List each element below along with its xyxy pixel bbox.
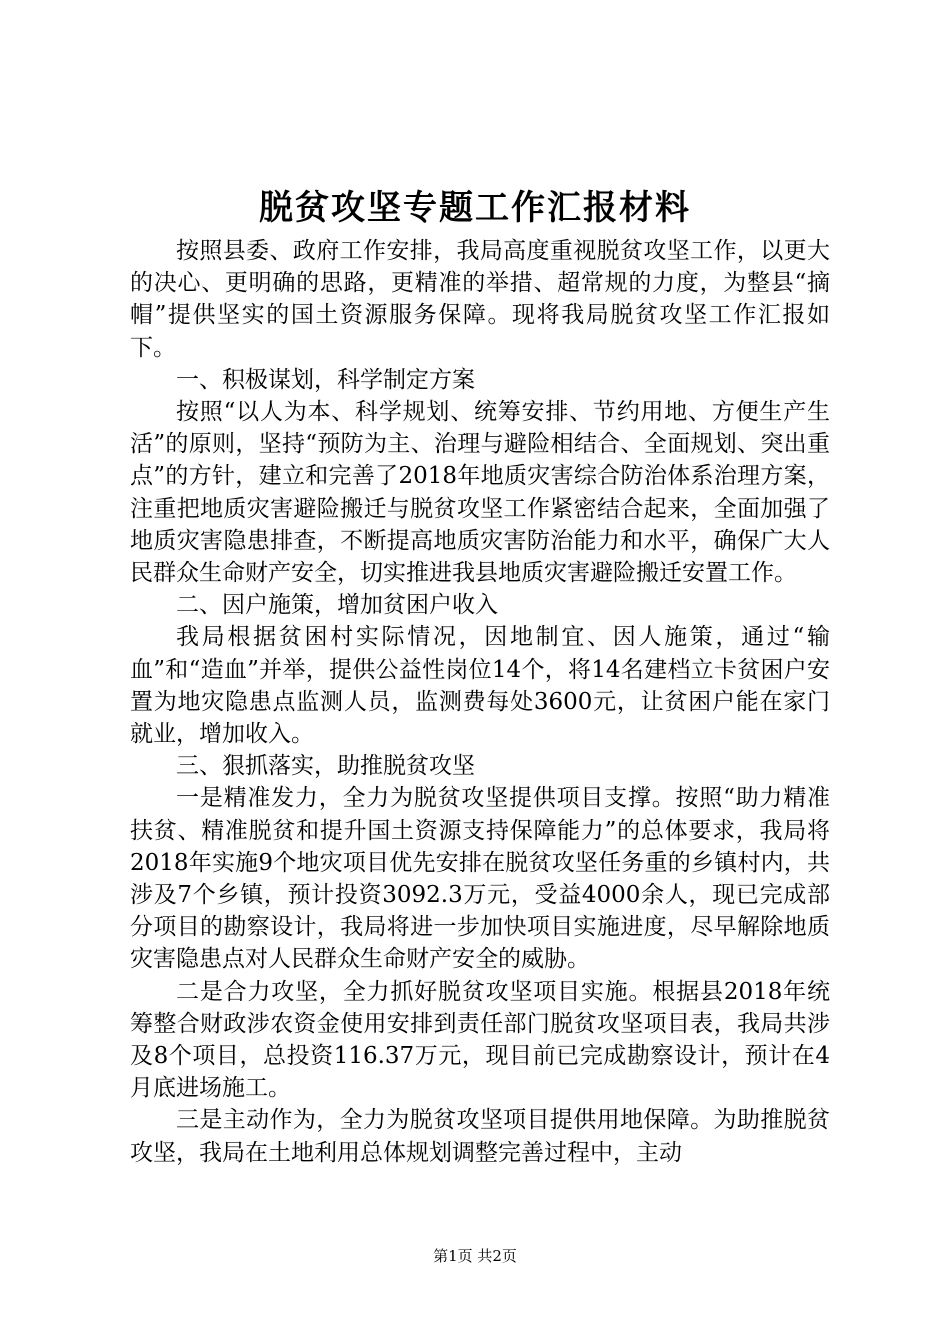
paragraph-intro: 按照县委、政府工作安排，我局高度重视脱贫攻坚工作，以更大的决心、更明确的思路，更精准的举措、超常规的力度，为整县“摘帽”提供坚实的国土资源服务保障。现将我局脱贫攻坚工作汇报如下。 — [130, 238, 830, 361]
section-heading-2: 二、因户施策，增加贫困户收入 — [176, 592, 498, 619]
paragraph-item-2: 二是合力攻坚，全力抓好脱贫攻坚项目实施。根据县2018年统筹整合财政涉农资金使用安排到责任部门脱贫攻坚项目表，我局共涉及8个项目，总投资116.37万元，现目前已完成勘察设计，预计在4月底进场施工。 — [130, 978, 830, 1102]
paragraph-item-3: 三是主动作为，全力为脱贫攻坚项目提供用地保障。为助推脱贫攻坚，我局在土地利用总体规划调整完善过程中，主动 — [130, 1107, 830, 1166]
paragraph-item-1: 一是精准发力，全力为脱贫攻坚提供项目支撑。按照“助力精准扶贫、精准脱贫和提升国土资源支持保障能力”的总体要求，我局将2018年实施9个地灾项目优先安排在脱贫攻坚任务重的乡镇村内，共涉及7个乡镇，预计投资3092.3万元，受益4000余人，现已完成部分项目的勘察设计，我局将进一步加快项目实施进度，尽早解除地质灾害隐患点对人民群众生命财产安全的威胁。 — [130, 785, 830, 973]
paragraph-section-2: 我局根据贫困村实际情况，因地制宜、因人施策，通过“输血”和“造血”并举，提供公益性岗位14个，将14名建档立卡贫困户安置为地灾隐患点监测人员，监测费每处3600元，让贫困户能在家门就业，增加收入。 — [130, 624, 830, 748]
document-title: 脱贫攻坚专题工作汇报材料 — [259, 188, 691, 228]
section-heading-1: 一、积极谋划，科学制定方案 — [176, 366, 475, 393]
page-footer: 第1页 共2页 — [433, 1247, 517, 1265]
document-body — [130, 235, 830, 1169]
paragraph-section-1: 按照“以人为本、科学规划、统筹安排、节约用地、方便生产生活”的原则，坚持“预防为主、治理与避险相结合、全面规划、突出重点”的方针，建立和完善了2018年地质灾害综合防治体系治理方案，注重把地质灾害避险搬迁与脱贫攻坚工作紧密结合起来，全面加强了地质灾害隐患排查，不断提高地质灾害防治能力和水平，确保广大人民群众生命财产安全，切实推进我县地质灾害避险搬迁安置工作。 — [130, 399, 830, 587]
section-heading-3: 三、狠抓落实，助推脱贫攻坚 — [176, 753, 475, 780]
